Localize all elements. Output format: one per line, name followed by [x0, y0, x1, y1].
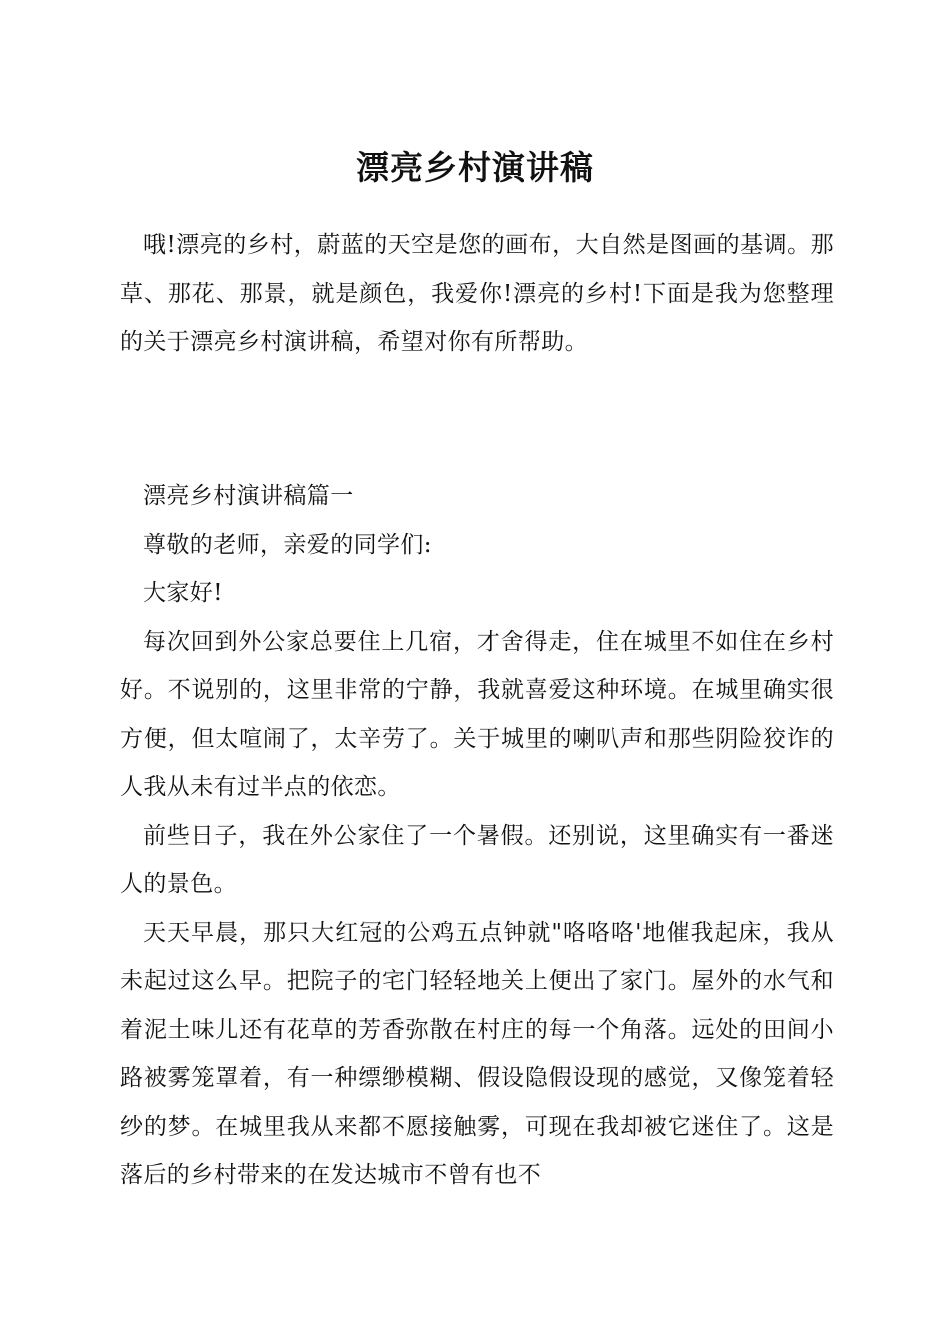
- body-paragraph: 天天早晨，那只大红冠的公鸡五点钟就"咯咯咯'地催我起床，我从未起过这么早。把院子的宅门轻轻地关上便出了家门。屋外的水气和着泥土味儿还有花草的芳香弥散在村庄的每一个角落。远处的田间小路被雾笼罩着，有一种缥缈模糊、假设隐假设现的感觉，又像笼着轻纱的梦。在城里我从来都不愿接触雾，可现在我却被它迷住了。这是落后的乡村带来的在发达城市不曾有也不: [120, 919, 834, 1188]
- body-paragraph: 前些日子，我在外公家住了一个暑假。还别说，这里确实有一番迷人的景色。: [120, 822, 834, 897]
- body-paragraph: 每次回到外公家总要住上几宿，才舍得走，住在城里不如住在乡村好。不说别的，这里非常的宁静，我就喜爱这种环境。在城里确实很方便，但太喧闹了，太辛劳了。关于城里的喇叭声和那些阴险狡诈的人我从未有过半点的依恋。: [120, 628, 834, 800]
- document-title: 漂亮乡村演讲稿: [356, 148, 594, 187]
- document-body: [120, 472, 834, 1200]
- section-heading: 漂亮乡村演讲稿篇一: [143, 483, 354, 509]
- greeting: 大家好!: [143, 580, 223, 606]
- salutation: 尊敬的老师，亲爱的同学们:: [143, 531, 432, 558]
- intro-paragraph: 哦!漂亮的乡村，蔚蓝的天空是您的画布，大自然是图画的基调。那草、那花、那景，就是颜色，我爱你!漂亮的乡村!下面是我为您整理的关于漂亮乡村演讲稿，希望对你有所帮助。: [120, 232, 834, 355]
